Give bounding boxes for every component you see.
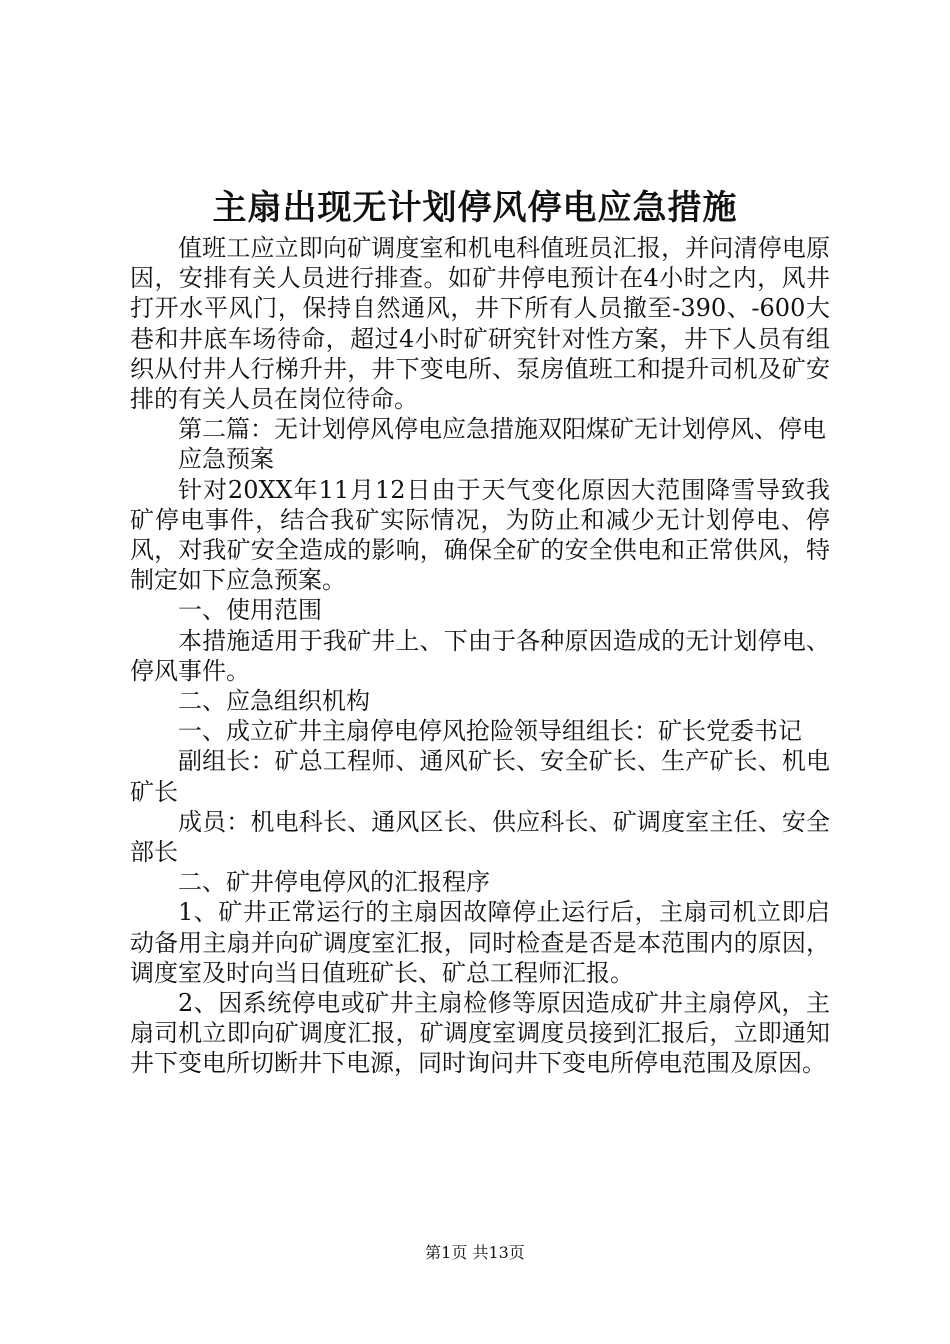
document-body [130, 233, 830, 1079]
paragraph: 二、矿井停电停风的汇报程序 [178, 868, 490, 897]
paragraph: 一、成立矿井主扇停电停风抢险领导组组长：矿长党委书记 [178, 717, 802, 746]
paragraph: 1、矿井正常运行的主扇因故障停止运行后，主扇司机立即启动备用主扇并向矿调度室汇报，同时检查是否是本范围内的原因，调度室及时向当日值班矿长、矿总工程师汇报。 [130, 898, 830, 987]
paragraph: 2、因系统停电或矿井主扇检修等原因造成矿井主扇停风，主扇司机立即向矿调度汇报，矿调度室调度员接到汇报后，立即通知井下变电所切断井下电源，同时询问井下变电所停电范围及原因。 [130, 989, 830, 1078]
paragraph: 应急预案 [178, 445, 274, 474]
paragraph: 一、使用范围 [178, 596, 322, 625]
paragraph: 副组长：矿总工程师、通风矿长、安全矿长、生产矿长、机电矿长 [130, 747, 830, 806]
paragraph: 值班工应立即向矿调度室和机电科值班员汇报，并问清停电原因，安排有关人员进行排查。如矿井停电预计在4小时之内，风井打开水平风门，保持自然通风，井下所有人员撤至-390、-600大巷和井底车场待命，超过4小时矿研究针对性方案，井下人员有组织从付井人行梯升井，井下变电所、泵房值班工和提升司机及矿安排的有关人员在岗位待命。 [130, 234, 830, 414]
paragraph: 成员：机电科长、通风区长、供应科长、矿调度室主任、安全部长 [130, 807, 830, 867]
paragraph: 第二篇：无计划停风停电应急措施双阳煤矿无计划停风、停电 [178, 415, 826, 444]
page-number-footer: 第1页 共13页 [425, 1243, 525, 1262]
paragraph: 二、应急组织机构 [178, 687, 370, 716]
paragraph: 本措施适用于我矿井上、下由于各种原因造成的无计划停电、停风事件。 [130, 626, 830, 685]
document-title: 主扇出现无计划停风停电应急措施 [212, 188, 738, 228]
paragraph: 针对20XX年11月12日由于天气变化原因大范围降雪导致我矿停电事件，结合我矿实际情况，为防止和减少无计划停电、停风，对我矿安全造成的影响，确保全矿的安全供电和正常供风，特制定如下应急预案。 [130, 475, 830, 595]
